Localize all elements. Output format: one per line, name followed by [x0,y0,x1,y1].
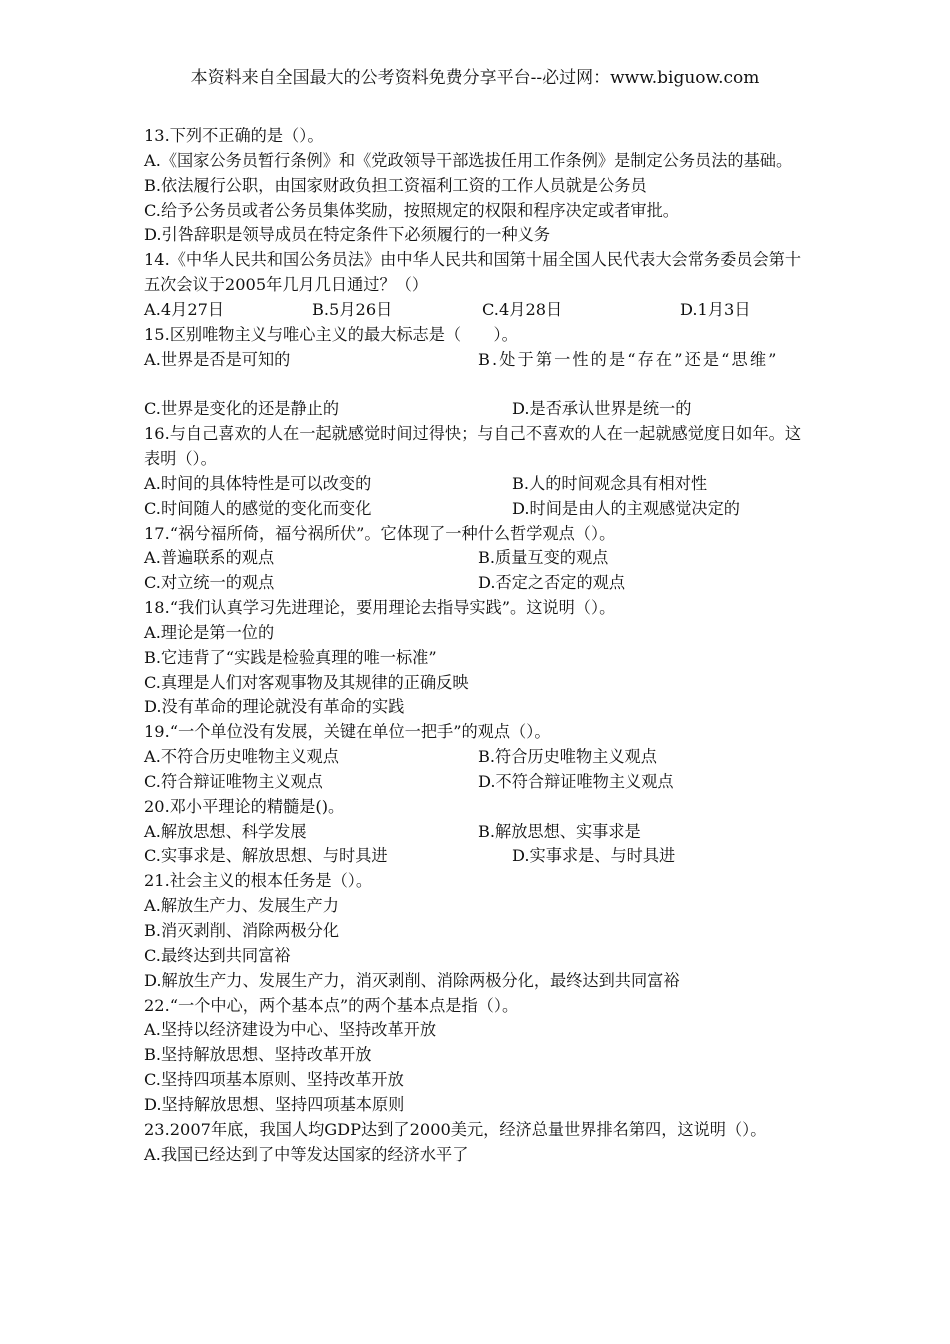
question-17-option-c: C.对立统一的观点 [144,573,275,593]
question-18-option-c: C.真理是人们对客观事物及其规律的正确反映 [144,672,469,692]
question-15-options-ab [144,348,809,398]
question-18-option-b: B.它违背了“实践是检验真理的唯一标准” [144,647,437,667]
question-16-options-ab [144,472,809,497]
question-14-options [144,298,809,323]
question-21-option-d: D.解放生产力、发展生产力，消灭剥削、消除两极分化，最终达到共同富裕 [144,970,680,990]
question-22-option-a: A.坚持以经济建设为中心、坚持改革开放 [144,1020,437,1040]
question-14-stem: 14.《中华人民共和国公务员法》由中华人民共和国第十届全国人民代表大会常务委员会第十五次会议于2005年几月几日通过？（） [144,250,802,295]
question-18-stem: 18.“我们认真学习先进理论，要用理论去指导实践”。这说明（）。 [144,598,616,618]
question-19-option-b: B.符合历史唯物主义观点 [478,747,657,767]
question-15-option-c: C.世界是变化的还是静止的 [144,399,340,419]
question-13-option-a: A.《国家公务员暂行条例》和《党政领导干部选拔任用工作条例》是制定公务员法的基础。 [144,150,793,170]
question-16-options-cd [144,497,809,522]
question-17-option-b: B.质量互变的观点 [478,548,609,568]
question-22-option-b: B.坚持解放思想、坚持改革开放 [144,1045,372,1065]
question-19-options-cd [144,770,809,795]
question-20-option-c: C.实事求是、解放思想、与时具进 [144,846,388,866]
question-20-option-d: D.实事求是、与时具进 [512,846,676,866]
question-18-option-a: A.理论是第一位的 [144,622,275,642]
question-14-option-d: D.1月3日 [680,299,751,319]
question-17-option-d: D.否定之否定的观点 [478,573,626,593]
question-16-option-d: D.时间是由人的主观感觉决定的 [512,498,740,518]
question-20-options-cd [144,844,809,869]
question-20-option-a: A.解放思想、科学发展 [144,821,307,841]
question-19-options-ab [144,745,809,770]
question-23-stem: 23.2007年底，我国人均GDP达到了2000美元，经济总量世界排名第四，这说明（）。 [144,1119,767,1139]
question-21-option-c: C.最终达到共同富裕 [144,945,291,965]
question-13-option-c: C.给予公务员或者公务员集体奖励，按照规定的权限和程序决定或者审批。 [144,200,679,220]
question-list [144,124,809,1167]
question-17-options-ab [144,546,809,571]
question-14-option-b: B.5月26日 [312,299,393,319]
question-19-option-a: A.不符合历史唯物主义观点 [144,747,339,767]
question-20-options-ab [144,820,809,845]
question-16-option-a: A.时间的具体特性是可以改变的 [144,473,372,493]
question-23-option-a: A.我国已经达到了中等发达国家的经济水平了 [144,1144,469,1164]
question-16-option-c: C.时间随人的感觉的变化而变化 [144,498,372,518]
question-21-option-b: B.消灭剥削、消除两极分化 [144,921,340,940]
question-13-stem: 13.下列不正确的是（）。 [144,126,324,145]
question-21-option-a: A.解放生产力、发展生产力 [144,896,339,916]
question-22-option-c: C.坚持四项基本原则、坚持改革开放 [144,1070,404,1090]
question-17-option-a: A.普遍联系的观点 [144,548,275,568]
source-header: 本资料来自全国最大的公考资料免费分享平台--必过网：www.biguow.com [190,68,760,88]
question-22-option-d: D.坚持解放思想、坚持四项基本原则 [144,1094,405,1114]
question-15-option-a: A.世界是否是可知的 [144,349,291,369]
question-21-stem: 21.社会主义的根本任务是（）。 [144,871,373,891]
question-19-option-c: C.符合辩证唯物主义观点 [144,771,323,791]
question-13-option-b: B.依法履行公职，由国家财政负担工资福利工资的工作人员就是公务员 [144,175,647,195]
question-18-option-d: D.没有革命的理论就没有革命的实践 [144,697,405,717]
question-17-options-cd [144,571,809,596]
question-20-stem: 20.邓小平理论的精髓是()。 [144,796,345,816]
question-16-stem: 16.与自己喜欢的人在一起就感觉时间过得快；与自己不喜欢的人在一起就感觉度日如年。这表明（）。 [144,424,802,468]
question-22-stem: 22.“一个中心，两个基本点”的两个基本点是指（）。 [144,995,519,1015]
question-14-option-c: C.4月28日 [482,299,563,319]
question-13-option-d: D.引咎辞职是领导成员在特定条件下必须履行的一种义务 [144,225,551,245]
question-15-stem: 15.区别唯物主义与唯心主义的最大标志是（ ）。 [144,324,518,344]
question-19-option-d: D.不符合辩证唯物主义观点 [478,771,674,791]
question-17-stem: 17.“祸兮福所倚，福兮祸所伏”。它体现了一种什么哲学观点（）。 [144,523,616,543]
question-15-option-b: B.处于第一性的是“存在”还是“思维” [478,349,779,369]
question-15-options-cd [144,397,809,422]
question-14-option-a: A.4月27日 [144,299,225,319]
question-20-option-b: B.解放思想、实事求是 [478,821,641,841]
question-16-option-b: B.人的时间观念具有相对性 [512,473,708,493]
question-19-stem: 19.“一个单位没有发展，关键在单位一把手”的观点（）。 [144,722,551,742]
question-15-option-d: D.是否承认世界是统一的 [512,399,692,419]
